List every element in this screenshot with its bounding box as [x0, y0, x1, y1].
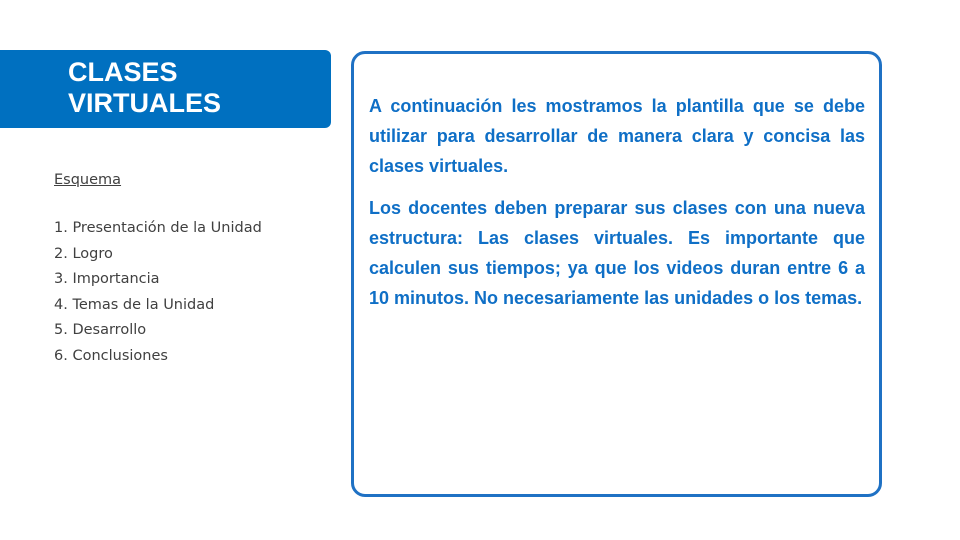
- slide-title: CLASES VIRTUALES: [68, 57, 222, 118]
- info-paragraph-intro: A continuación les mostramos la plantilla que se debe utilizar para desarrollar de manera clara y concisa las clases virtuales.: [369, 96, 865, 176]
- outline-list: [54, 216, 334, 370]
- outline-item: 6. Conclusiones: [54, 347, 168, 364]
- outline-item: 4. Temas de la Unidad: [54, 296, 215, 313]
- info-paragraph-instructions: Los docentes deben preparar sus clases con una nueva estructura: Las clases virtuales. Es importante que calculen sus tiempos; ya que los videos duran entre 6 a 10 minutos. No necesariamente las unidades o los temas.: [369, 198, 865, 308]
- title-banner: [0, 50, 331, 128]
- outline-panel: [54, 170, 334, 370]
- outline-heading: Esquema: [54, 172, 122, 188]
- outline-item: 1. Presentación de la Unidad: [54, 220, 262, 236]
- outline-item: 2. Logro: [54, 245, 113, 262]
- info-box: [351, 51, 882, 497]
- outline-item: 3. Importancia: [54, 271, 160, 288]
- outline-item: 5. Desarrollo: [54, 322, 147, 339]
